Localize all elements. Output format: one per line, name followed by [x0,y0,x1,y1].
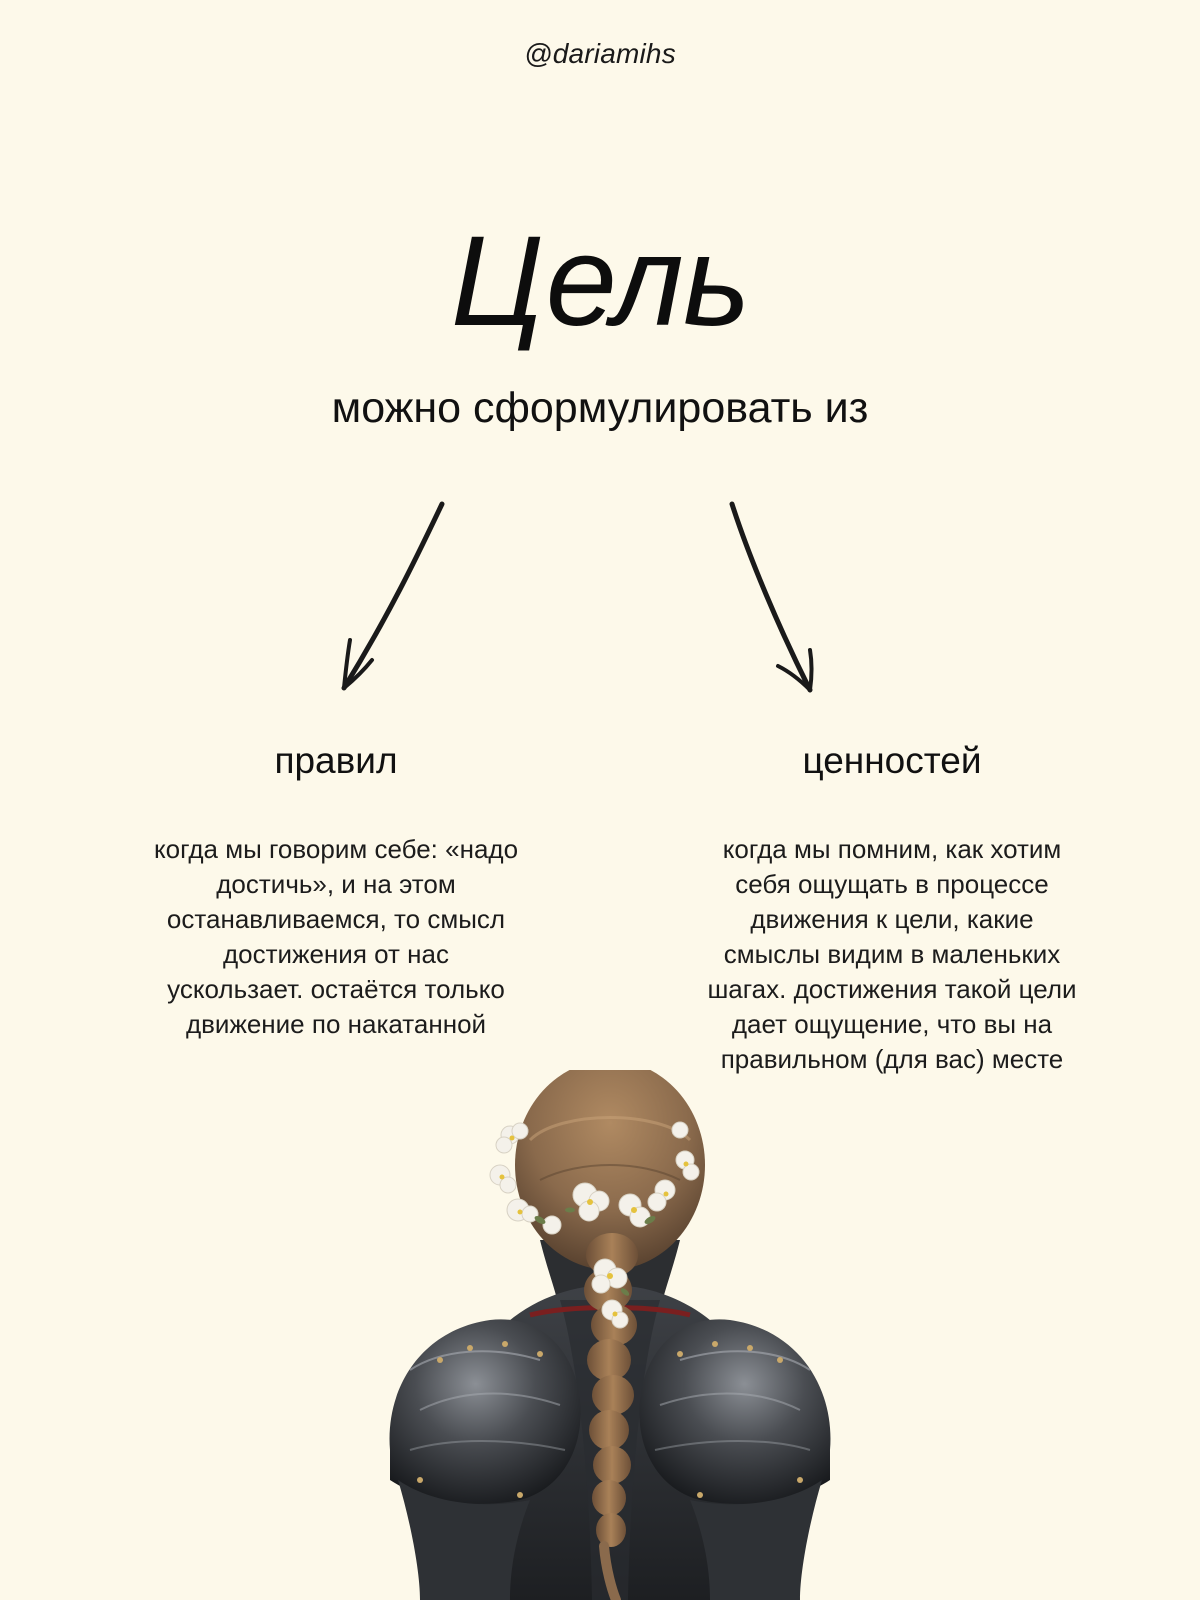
text-line: достижения от нас [223,939,449,969]
text-line: когда мы говорим себе: «надо [153,834,519,864]
text-line: движение по накатанной [185,1009,487,1039]
text-line: себя ощущать в процессе [735,869,1049,899]
knight-with-flower-braid-icon [380,1070,840,1600]
text-line: ускользает. остаётся только [167,974,505,1004]
arrow-down-right-icon [720,500,830,700]
text-line: смыслы видим в маленьких [723,939,1061,969]
text-line: когда мы помним, как хотим [722,834,1062,864]
text-line: останавливаемся, то смысл [166,904,506,934]
text-line: дает ощущение, что вы на [731,1009,1053,1039]
text-line: достичь», и на этом [216,869,456,899]
column-heading-values: ценностей [802,740,982,781]
column-text-values [662,832,1122,1077]
arrow-down-left-icon [330,500,450,700]
page-title: Цель [450,210,750,353]
column-heading-rules: правил [274,740,398,781]
text-line: шагах. достижения такой цели [707,974,1077,1004]
text-line: движения к цели, какие [750,904,1034,934]
text-line: правильном (для вас) месте [720,1044,1064,1074]
page-subtitle: можно сформулировать из [331,384,869,432]
author-handle: @dariamihs [524,38,676,69]
column-text-rules [106,832,566,1042]
